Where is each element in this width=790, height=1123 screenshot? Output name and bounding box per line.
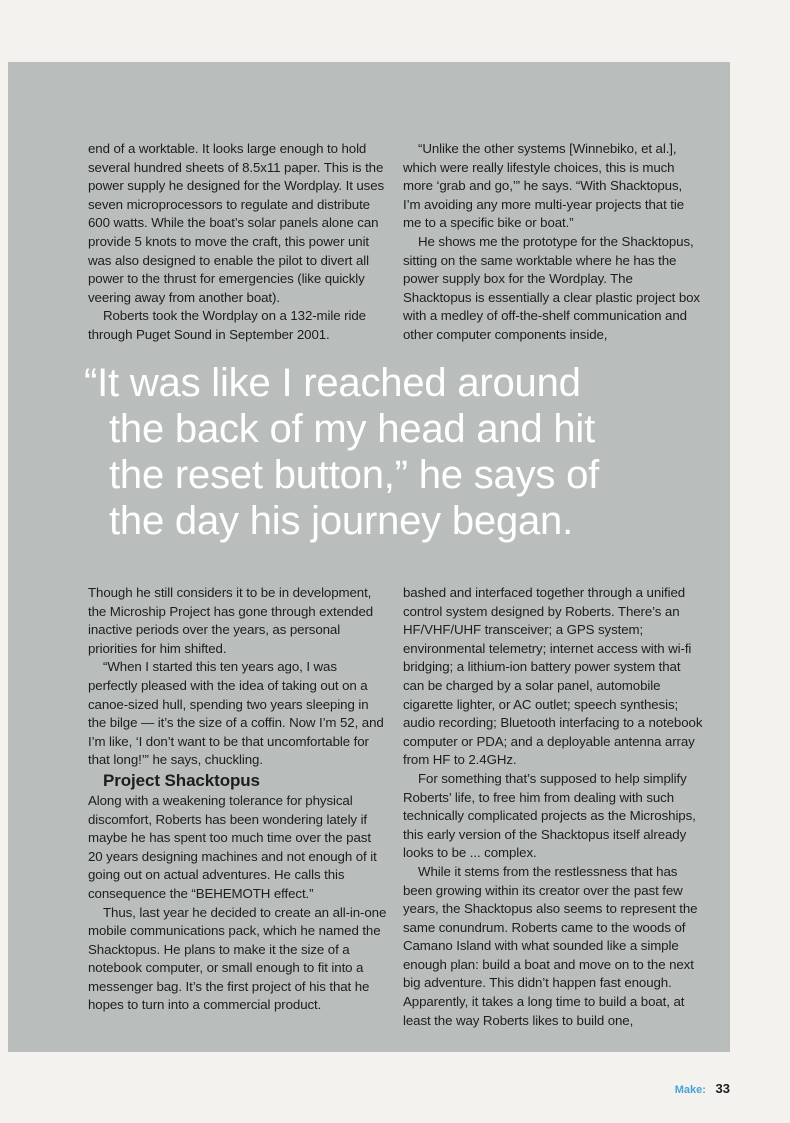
paragraph: “Unlike the other systems [Winnebiko, et al.], which were really lifestyle choices, this is much more ‘grab and go,’” he says. “With Shacktopus, I’m avoiding any more multi-year projects that tie me to a specific bike or boat.” [403, 141, 685, 231]
paragraph: Roberts took the Wordplay on a 132-mile ride through Puget Sound in September 2001. [88, 308, 366, 342]
section-heading: Project Shacktopus [103, 770, 260, 790]
paragraph: bashed and interfaced together through a unified control system designed by Roberts. There’s an HF/VHF/UHF transceiver; a GPS system; environmental telemetry; internet access with wi-fi bridging; a lithium-ion battery power system that can be charged by a solar panel, automobile cigarette lighter, or AC outlet; speech synthesis; audio recording; Bluetooth interfacing to a notebook computer or PDA; and a deployable antenna array from HF to 2.4GHz. [403, 585, 703, 768]
paragraph: “When I started this ten years ago, I was perfectly pleased with the idea of taking out on a canoe-sized hull, spending two years sleeping in the bilge — it’s the size of a coffin. Now I’m 52, and I’m like, ‘I don’t want to be that uncomfortable for that long!’” he says, chuckling. [88, 659, 384, 768]
pull-quote-line: the back of my head and hit [109, 407, 596, 451]
paragraph: Though he still considers it to be in development, the Microship Project has gone through extended inactive periods over the years, as personal priorities for him shifted. [88, 585, 374, 656]
page-number: 33 [715, 1081, 730, 1096]
pull-quote-line: “It was like I reached around [84, 361, 581, 405]
page-footer [675, 1081, 730, 1096]
paragraph: For something that’s supposed to help simplify Roberts’ life, to free him from dealing with such technically complicated projects as the Microships, this early version of the Shacktopus itself already looks to be ... complex. [403, 770, 696, 861]
text-column-4 [403, 584, 703, 1030]
paragraph: Thus, last year he decided to create an all-in-one mobile communications pack, which he named the Shacktopus. He plans to make it the size of a notebook computer, or small enough to fit into a messenger bag. It’s the first project of his that he hopes to turn into a commercial product. [88, 904, 387, 1013]
paragraph: end of a worktable. It looks large enough to hold several hundred sheets of 8.5x11 paper. This is the power supply he designed for the Wordplay. It uses seven microprocessors to regulate and distribute 600 watts. While the boat’s solar panels alone can provide 5 knots to move the craft, this power unit was also designed to enable the pilot to divert all power to the thrust for emergencies (like quickly veering away from another boat). [88, 141, 385, 305]
text-column-2 [403, 140, 703, 345]
pull-quote-line: the reset button,” he says of [109, 453, 600, 497]
paragraph: While it stems from the restlessness that has been growing within its creator over the past few years, the Shacktopus also seems to represent the same conundrum. Roberts came to the woods of Camano Island with what sounded like a simple enough plan: build a boat and move on to the next big adventure. This didn’t happen fast enough. Apparently, it takes a long time to build a boat, at least the way Roberts likes to build one, [403, 863, 698, 1028]
paragraph: He shows me the prototype for the Shacktopus, sitting on the same worktable where he has the power supply box for the Wordplay. The Shacktopus is essentially a clear plastic project box with a medley of off-the-shelf communication and other computer components inside, [403, 233, 700, 342]
magazine-logo: Make: [674, 1084, 706, 1096]
text-column-1 [88, 140, 390, 345]
text-column-3 [88, 584, 388, 1015]
pull-quote-line: the day his journey began. [109, 499, 574, 543]
paragraph: Along with a weakening tolerance for physical discomfort, Roberts has been wondering lately if maybe he has spent too much time over the past 20 years designing machines and not enough of it going out on actual adventures. He calls this consequence the “BEHEMOTH effect.” [88, 792, 377, 901]
pull-quote [84, 360, 724, 544]
